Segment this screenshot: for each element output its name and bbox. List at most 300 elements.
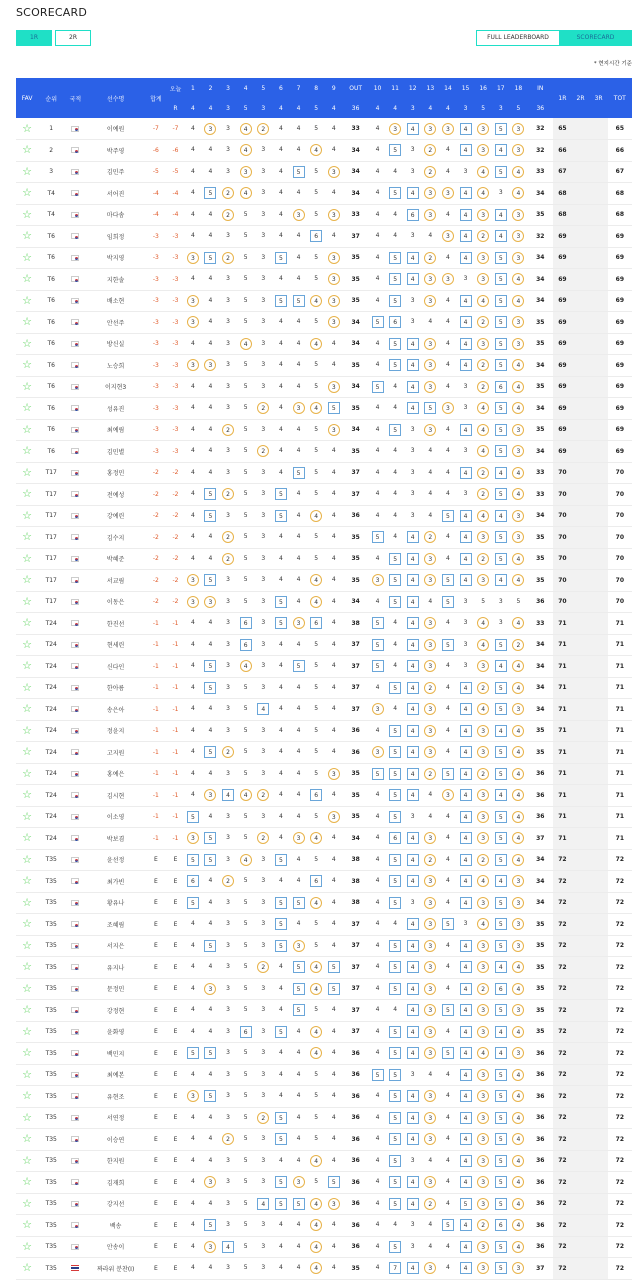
round-1-score: 72	[553, 1193, 571, 1215]
hole-13-score	[422, 677, 440, 699]
player-name[interactable]: 정윤지	[86, 720, 144, 742]
hole-2-score	[202, 1129, 220, 1151]
table-row[interactable]	[16, 763, 632, 785]
favorite-cell[interactable]	[16, 161, 38, 183]
player-name[interactable]: 임희정	[86, 226, 144, 248]
favorite-star-icon[interactable]: ☆	[22, 1261, 32, 1275]
favorite-cell[interactable]	[16, 742, 38, 764]
favorite-star-icon[interactable]: ☆	[22, 530, 32, 544]
hole-score-value: 3	[424, 123, 436, 135]
player-name[interactable]: 최예림	[86, 419, 144, 441]
table-row[interactable]	[16, 1236, 632, 1258]
favorite-star-icon[interactable]: ☆	[22, 960, 32, 974]
favorite-star-icon[interactable]: ☆	[22, 1175, 32, 1189]
table-row[interactable]	[16, 140, 632, 162]
favorite-cell[interactable]	[16, 1258, 38, 1280]
table-row[interactable]	[16, 742, 632, 764]
favorite-cell[interactable]	[16, 806, 38, 828]
round-3-score	[590, 978, 608, 1000]
favorite-cell[interactable]	[16, 484, 38, 506]
favorite-cell[interactable]	[16, 978, 38, 1000]
table-row[interactable]	[16, 1193, 632, 1215]
hole-score-value: 4	[208, 425, 213, 433]
favorite-star-icon[interactable]: ☆	[22, 981, 32, 995]
player-name[interactable]: 이동은	[86, 591, 144, 613]
player-name[interactable]: 현세린	[86, 634, 144, 656]
favorite-star-icon[interactable]: ☆	[22, 616, 32, 630]
table-row[interactable]	[16, 785, 632, 807]
player-name[interactable]: 한지원	[86, 1150, 144, 1172]
player-name[interactable]: 서어진	[86, 183, 144, 205]
player-name[interactable]: 방신실	[86, 333, 144, 355]
table-row[interactable]	[16, 699, 632, 721]
favorite-cell[interactable]	[16, 118, 38, 140]
favorite-cell[interactable]	[16, 441, 38, 463]
player-name[interactable]: 김민주	[86, 161, 144, 183]
player-name[interactable]: 성유진	[86, 398, 144, 420]
player-name[interactable]: 짜라위 분찬(I)	[86, 1258, 144, 1280]
table-row[interactable]	[16, 1172, 632, 1194]
favorite-cell[interactable]	[16, 1129, 38, 1151]
player-name[interactable]: 김재희	[86, 1172, 144, 1194]
hole-16-score	[474, 1086, 492, 1108]
favorite-star-icon[interactable]: ☆	[22, 809, 32, 823]
table-row[interactable]	[16, 312, 632, 334]
hole-score-value: 3	[226, 855, 230, 863]
hole-score-value: 4	[460, 187, 472, 199]
favorite-star-icon[interactable]: ☆	[22, 358, 32, 372]
player-name[interactable]: 배소현	[86, 290, 144, 312]
player-name[interactable]: 문정민	[86, 978, 144, 1000]
hole-score-value: 4	[495, 1047, 507, 1059]
player-name[interactable]: 백송	[86, 1215, 144, 1237]
hole-5-score	[255, 376, 273, 398]
favorite-star-icon[interactable]: ☆	[22, 1218, 32, 1232]
hole-score-value: 3	[261, 748, 266, 756]
table-row[interactable]	[16, 333, 632, 355]
hole-16-score	[474, 312, 492, 334]
hole-13-score	[422, 161, 440, 183]
favorite-star-icon[interactable]: ☆	[22, 444, 32, 458]
favorite-star-icon[interactable]: ☆	[22, 1024, 32, 1038]
table-row[interactable]	[16, 462, 632, 484]
hole-5-score	[255, 312, 273, 334]
hole-score-value: 4	[296, 1156, 301, 1164]
favorite-star-icon[interactable]: ☆	[22, 422, 32, 436]
player-name[interactable]: 김시현	[86, 785, 144, 807]
favorite-star-icon[interactable]: ☆	[22, 1239, 32, 1253]
favorite-star-icon[interactable]: ☆	[22, 788, 32, 802]
player-name[interactable]: 박주영	[86, 140, 144, 162]
hole-score-value: 5	[495, 273, 507, 285]
table-row[interactable]	[16, 1258, 632, 1280]
player-name[interactable]: 지한솔	[86, 269, 144, 291]
favorite-star-icon[interactable]: ☆	[22, 723, 32, 737]
player-name[interactable]: 서연정	[86, 1107, 144, 1129]
favorite-cell[interactable]	[16, 785, 38, 807]
player-name[interactable]: 전예성	[86, 484, 144, 506]
hole-score-value: 3	[424, 660, 436, 672]
tab-round-1[interactable]: 1R	[16, 30, 52, 46]
favorite-cell[interactable]	[16, 1150, 38, 1172]
hole-score-value: 5	[372, 531, 384, 543]
table-row[interactable]	[16, 1107, 632, 1129]
hole-score-value: 4	[190, 1113, 195, 1121]
in-score: 35	[527, 720, 553, 742]
player-name[interactable]: 신다인	[86, 656, 144, 678]
favorite-star-icon[interactable]: ☆	[22, 401, 32, 415]
table-row[interactable]	[16, 957, 632, 979]
favorite-cell[interactable]	[16, 935, 38, 957]
col-header-rank[interactable]: 순위	[38, 78, 64, 118]
favorite-star-icon[interactable]: ☆	[22, 680, 32, 694]
table-row[interactable]	[16, 935, 632, 957]
today-score: -2	[167, 505, 184, 527]
table-row[interactable]	[16, 269, 632, 291]
player-name[interactable]: 강예린	[86, 505, 144, 527]
favorite-star-icon[interactable]: ☆	[22, 272, 32, 286]
player-name[interactable]: 마다솜	[86, 204, 144, 226]
favorite-cell[interactable]	[16, 1236, 38, 1258]
player-name[interactable]: 유현조	[86, 1086, 144, 1108]
table-row[interactable]	[16, 118, 632, 140]
table-row[interactable]	[16, 1150, 632, 1172]
table-row[interactable]	[16, 1086, 632, 1108]
favorite-star-icon[interactable]: ☆	[22, 164, 32, 178]
hole-score-value: 4	[190, 683, 195, 691]
favorite-cell[interactable]	[16, 1064, 38, 1086]
hole-score-value: 3	[512, 445, 524, 457]
table-row[interactable]	[16, 548, 632, 570]
table-row[interactable]	[16, 978, 632, 1000]
player-name[interactable]: 최가빈	[86, 871, 144, 893]
favorite-star-icon[interactable]: ☆	[22, 1046, 32, 1060]
player-name[interactable]: 백민지	[86, 1043, 144, 1065]
hole-score-value: 3	[328, 166, 340, 178]
favorite-star-icon[interactable]: ☆	[22, 745, 32, 759]
player-name[interactable]: 강정현	[86, 1000, 144, 1022]
favorite-cell[interactable]	[16, 312, 38, 334]
hole-17-score	[492, 118, 510, 140]
hole-score-value: 3	[424, 703, 436, 715]
favorite-cell[interactable]	[16, 656, 38, 678]
hole-score-value: 4	[375, 296, 380, 304]
total-score: E	[145, 871, 167, 893]
hole-score-value: 5	[389, 940, 401, 952]
favorite-cell[interactable]	[16, 355, 38, 377]
tot-score: 71	[608, 699, 632, 721]
favorite-star-icon[interactable]: ☆	[22, 121, 32, 135]
player-name[interactable]: 윤화영	[86, 1021, 144, 1043]
korea-flag-icon	[71, 878, 79, 884]
table-row[interactable]	[16, 591, 632, 613]
favorite-star-icon[interactable]: ☆	[22, 465, 32, 479]
favorite-cell[interactable]	[16, 1000, 38, 1022]
favorite-star-icon[interactable]: ☆	[22, 250, 32, 264]
favorite-star-icon[interactable]: ☆	[22, 315, 32, 329]
player-name[interactable]: 이승연	[86, 1129, 144, 1151]
table-row[interactable]	[16, 806, 632, 828]
favorite-star-icon[interactable]: ☆	[22, 487, 32, 501]
favorite-cell[interactable]	[16, 677, 38, 699]
hole-score-value: 3	[477, 1090, 489, 1102]
hole-score-value: 5	[314, 855, 319, 863]
table-row[interactable]	[16, 613, 632, 635]
table-row[interactable]	[16, 161, 632, 183]
rank-cell: T17	[38, 527, 64, 549]
favorite-cell[interactable]	[16, 570, 38, 592]
hole-score-value: 3	[512, 918, 524, 930]
hole-4-score	[237, 1064, 255, 1086]
favorite-cell[interactable]	[16, 1107, 38, 1129]
favorite-star-icon[interactable]: ☆	[22, 1067, 32, 1081]
hole-16-score	[474, 591, 492, 613]
player-name[interactable]: 서교림	[86, 570, 144, 592]
table-row[interactable]	[16, 226, 632, 248]
player-name[interactable]: 김수지	[86, 527, 144, 549]
player-name[interactable]: 조혜림	[86, 914, 144, 936]
table-row[interactable]	[16, 1215, 632, 1237]
table-row[interactable]	[16, 1129, 632, 1151]
favorite-star-icon[interactable]: ☆	[22, 1132, 32, 1146]
favorite-cell[interactable]	[16, 634, 38, 656]
favorite-star-icon[interactable]: ☆	[22, 1003, 32, 1017]
favorite-star-icon[interactable]: ☆	[22, 229, 32, 243]
favorite-cell[interactable]	[16, 1172, 38, 1194]
hole-score-value: 4	[278, 1049, 283, 1057]
player-name[interactable]: 박지영	[86, 247, 144, 269]
player-name[interactable]: 박보겸	[86, 828, 144, 850]
favorite-cell[interactable]	[16, 226, 38, 248]
favorite-cell[interactable]	[16, 699, 38, 721]
player-name[interactable]: 최예본	[86, 1064, 144, 1086]
hole-18-score	[510, 828, 528, 850]
favorite-cell[interactable]	[16, 849, 38, 871]
player-name[interactable]: 이소영	[86, 806, 144, 828]
favorite-cell[interactable]	[16, 892, 38, 914]
hole-15-score	[457, 290, 475, 312]
favorite-star-icon[interactable]: ☆	[22, 573, 32, 587]
player-name[interactable]: 강지선	[86, 1193, 144, 1215]
full-leaderboard-button[interactable]: FULL LEADERBOARD	[476, 30, 560, 46]
favorite-cell[interactable]	[16, 462, 38, 484]
hole-score-value: 4	[460, 1112, 472, 1124]
scorecard-button[interactable]: SCORECARD	[559, 30, 632, 46]
favorite-cell[interactable]	[16, 290, 38, 312]
hole-5-score	[255, 957, 273, 979]
player-name[interactable]: 김민별	[86, 441, 144, 463]
table-row[interactable]	[16, 527, 632, 549]
hole-score-value: 4	[375, 511, 380, 519]
col-header-player[interactable]: 선수명	[86, 78, 144, 118]
today-score: -6	[167, 140, 184, 162]
favorite-star-icon[interactable]: ☆	[22, 186, 32, 200]
favorite-cell[interactable]	[16, 1086, 38, 1108]
table-row[interactable]	[16, 290, 632, 312]
favorite-star-icon[interactable]: ☆	[22, 1110, 32, 1124]
table-row[interactable]	[16, 720, 632, 742]
favorite-star-icon[interactable]: ☆	[22, 1196, 32, 1210]
table-row[interactable]	[16, 656, 632, 678]
nation-cell	[64, 656, 86, 678]
table-row[interactable]	[16, 634, 632, 656]
player-name[interactable]: 안선주	[86, 312, 144, 334]
hole-score-value: 3	[512, 424, 524, 436]
in-score: 34	[527, 290, 553, 312]
favorite-star-icon[interactable]: ☆	[22, 293, 32, 307]
hole-score-value: 5	[204, 682, 216, 694]
hole-10-score	[369, 1086, 387, 1108]
table-row[interactable]	[16, 1000, 632, 1022]
table-row[interactable]	[16, 1043, 632, 1065]
favorite-cell[interactable]	[16, 548, 38, 570]
favorite-star-icon[interactable]: ☆	[22, 766, 32, 780]
favorite-cell[interactable]	[16, 398, 38, 420]
favorite-cell[interactable]	[16, 957, 38, 979]
table-row[interactable]	[16, 677, 632, 699]
hole-2-score	[202, 441, 220, 463]
favorite-star-icon[interactable]: ☆	[22, 143, 32, 157]
favorite-cell[interactable]	[16, 591, 38, 613]
hole-score-value: 3	[463, 447, 468, 455]
player-name[interactable]: 한아름	[86, 677, 144, 699]
today-score: -2	[167, 484, 184, 506]
favorite-star-icon[interactable]: ☆	[22, 831, 32, 845]
player-name[interactable]: 이예원	[86, 118, 144, 140]
player-name[interactable]: 홍예은	[86, 763, 144, 785]
hole-score-value: 4	[208, 533, 213, 541]
table-row[interactable]	[16, 419, 632, 441]
favorite-cell[interactable]	[16, 720, 38, 742]
table-row[interactable]	[16, 376, 632, 398]
hole-score-value: 4	[240, 144, 252, 156]
hole-12-score	[404, 720, 422, 742]
hole-8-score	[307, 441, 325, 463]
hole-10-score	[369, 1129, 387, 1151]
player-name[interactable]: 송은아	[86, 699, 144, 721]
player-name[interactable]: 유지나	[86, 957, 144, 979]
favorite-cell[interactable]	[16, 247, 38, 269]
favorite-star-icon[interactable]: ☆	[22, 917, 32, 931]
table-row[interactable]	[16, 398, 632, 420]
hole-score-value: 3	[424, 918, 436, 930]
table-row[interactable]	[16, 505, 632, 527]
table-row[interactable]	[16, 441, 632, 463]
player-name[interactable]: 이지현3	[86, 376, 144, 398]
favorite-cell[interactable]	[16, 140, 38, 162]
hole-score-value: 5	[328, 1176, 340, 1188]
table-row[interactable]	[16, 1021, 632, 1043]
table-row[interactable]	[16, 484, 632, 506]
hole-1-score	[184, 570, 202, 592]
favorite-cell[interactable]	[16, 505, 38, 527]
favorite-star-icon[interactable]: ☆	[22, 1089, 32, 1103]
favorite-cell[interactable]	[16, 183, 38, 205]
favorite-star-icon[interactable]: ☆	[22, 895, 32, 909]
hole-12-score	[404, 806, 422, 828]
favorite-star-icon[interactable]: ☆	[22, 594, 32, 608]
table-row[interactable]	[16, 570, 632, 592]
table-row[interactable]	[16, 183, 632, 205]
col-header-total[interactable]: 합계	[145, 78, 167, 118]
hole-14-score	[439, 1000, 457, 1022]
hole-score-value: 4	[375, 1221, 380, 1229]
table-row[interactable]	[16, 849, 632, 871]
tot-score: 69	[608, 247, 632, 269]
player-name[interactable]: 고지원	[86, 742, 144, 764]
table-row[interactable]	[16, 892, 632, 914]
favorite-cell[interactable]	[16, 914, 38, 936]
hole-score-value: 3	[226, 640, 230, 648]
favorite-cell[interactable]	[16, 419, 38, 441]
round-3-score	[590, 1021, 608, 1043]
favorite-star-icon[interactable]: ☆	[22, 336, 32, 350]
favorite-cell[interactable]	[16, 1215, 38, 1237]
favorite-star-icon[interactable]: ☆	[22, 938, 32, 952]
favorite-cell[interactable]	[16, 871, 38, 893]
player-name[interactable]: 안송이	[86, 1236, 144, 1258]
tab-round-2[interactable]: 2R	[55, 30, 91, 46]
favorite-cell[interactable]	[16, 376, 38, 398]
favorite-star-icon[interactable]: ☆	[22, 1153, 32, 1167]
nation-cell	[64, 441, 86, 463]
table-row[interactable]	[16, 204, 632, 226]
player-name[interactable]: 황유나	[86, 892, 144, 914]
hole-9-score	[325, 1258, 343, 1280]
favorite-cell[interactable]	[16, 763, 38, 785]
favorite-cell[interactable]	[16, 527, 38, 549]
favorite-star-icon[interactable]: ☆	[22, 207, 32, 221]
hole-16-score	[474, 828, 492, 850]
favorite-cell[interactable]	[16, 1021, 38, 1043]
favorite-star-icon[interactable]: ☆	[22, 852, 32, 866]
tot-score: 69	[608, 376, 632, 398]
table-row[interactable]	[16, 914, 632, 936]
player-name[interactable]: 홍정민	[86, 462, 144, 484]
favorite-cell[interactable]	[16, 333, 38, 355]
hole-12-score	[404, 161, 422, 183]
table-row[interactable]	[16, 828, 632, 850]
favorite-star-icon[interactable]: ☆	[22, 874, 32, 888]
favorite-star-icon[interactable]: ☆	[22, 702, 32, 716]
player-name[interactable]: 서지은	[86, 935, 144, 957]
player-name[interactable]: 윤선정	[86, 849, 144, 871]
player-name[interactable]: 노승희	[86, 355, 144, 377]
hole-17-score	[492, 204, 510, 226]
favorite-star-icon[interactable]: ☆	[22, 379, 32, 393]
favorite-star-icon[interactable]: ☆	[22, 659, 32, 673]
table-row[interactable]	[16, 355, 632, 377]
col-header-fav[interactable]: FAV	[16, 78, 38, 118]
hole-score-value: 4	[310, 144, 322, 156]
player-name[interactable]: 박혜준	[86, 548, 144, 570]
table-row[interactable]	[16, 1064, 632, 1086]
favorite-star-icon[interactable]: ☆	[22, 637, 32, 651]
favorite-cell[interactable]	[16, 828, 38, 850]
player-name[interactable]: 한진선	[86, 613, 144, 635]
favorite-cell[interactable]	[16, 613, 38, 635]
table-row[interactable]	[16, 247, 632, 269]
favorite-star-icon[interactable]: ☆	[22, 508, 32, 522]
favorite-cell[interactable]	[16, 1043, 38, 1065]
favorite-star-icon[interactable]: ☆	[22, 551, 32, 565]
hole-9-score	[325, 570, 343, 592]
favorite-cell[interactable]	[16, 204, 38, 226]
table-row[interactable]	[16, 871, 632, 893]
favorite-cell[interactable]	[16, 1193, 38, 1215]
hole-1-score	[184, 634, 202, 656]
favorite-cell[interactable]	[16, 269, 38, 291]
